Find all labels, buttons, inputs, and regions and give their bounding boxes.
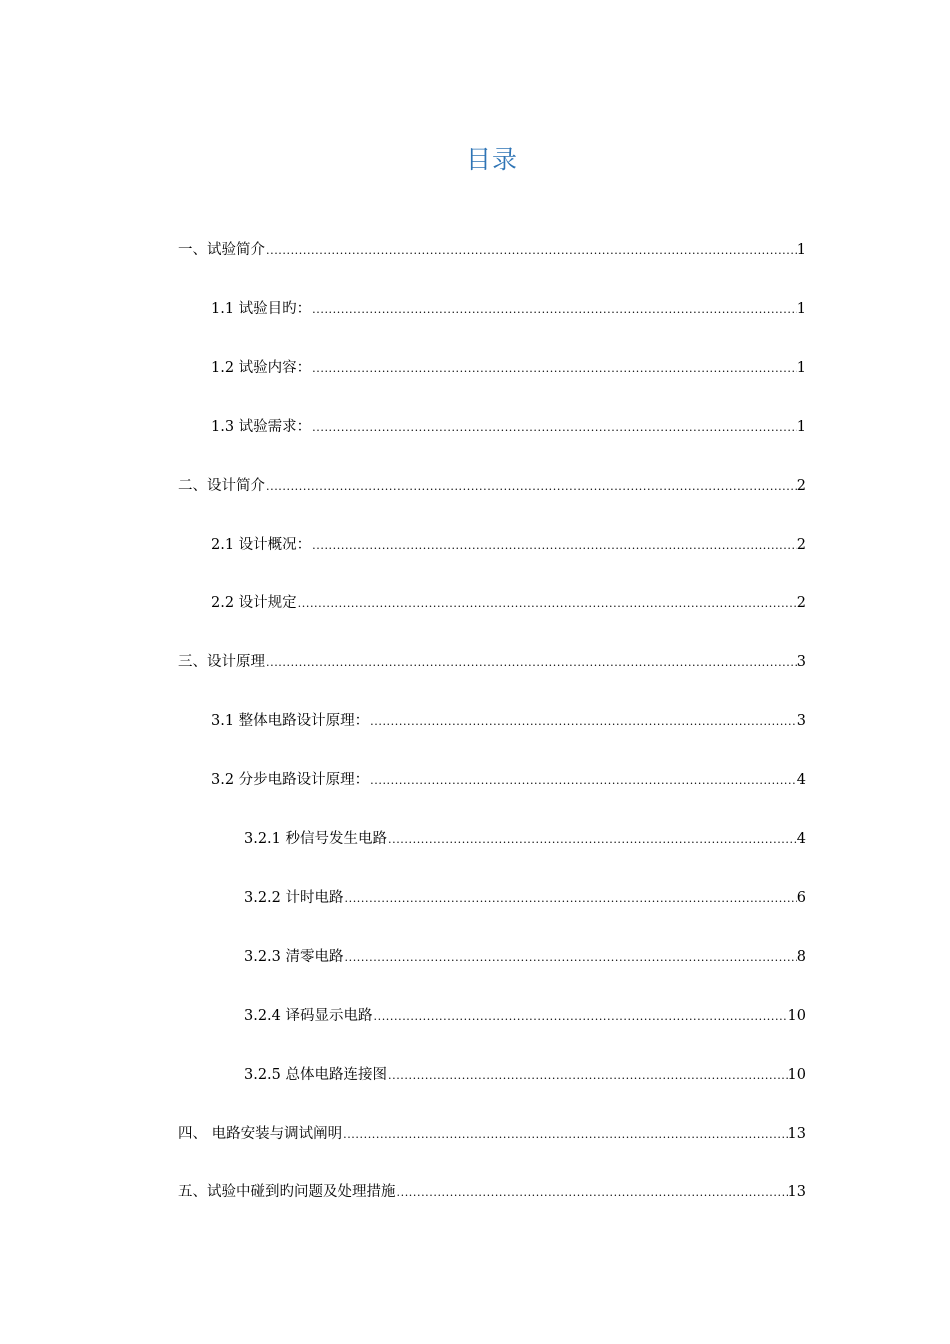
toc-leader-dots <box>396 1182 788 1204</box>
toc-leader-dots <box>311 535 797 557</box>
toc-leader-dots <box>265 476 797 498</box>
toc-entry-page: 6 <box>796 890 806 906</box>
toc-leader-dots <box>387 829 797 851</box>
toc-leader-dots <box>344 888 797 910</box>
toc-entry-text: 3.2.2 计时电路 <box>244 890 344 906</box>
toc-entry-text: 1.3 试验需求： <box>211 419 312 435</box>
toc-entry-page: 2 <box>796 595 806 611</box>
toc-leader-dots <box>369 770 797 792</box>
toc-entry-page: 13 <box>787 1126 806 1142</box>
toc-entry[interactable] <box>211 710 806 732</box>
toc-entry[interactable] <box>211 592 806 614</box>
toc-entry-page: 3 <box>796 713 806 729</box>
toc-entry[interactable] <box>244 828 806 850</box>
toc-entry-page: 2 <box>796 537 806 553</box>
toc-leader-dots <box>387 1065 788 1087</box>
toc-leader-dots <box>369 711 797 733</box>
toc-leader-dots <box>342 1124 787 1146</box>
toc-entry-text: 1.2 试验内容： <box>211 360 312 376</box>
toc-leader-dots <box>311 358 797 380</box>
toc-entry-text: 2.1 设计概况： <box>211 537 312 553</box>
toc-entry-page: 1 <box>796 360 806 376</box>
toc-leader-dots <box>373 1006 788 1028</box>
toc-entry-page: 10 <box>787 1008 806 1024</box>
toc-entry-page: 13 <box>787 1184 806 1200</box>
toc-entry[interactable] <box>211 534 806 556</box>
toc-entry-text: 3.2.3 清零电路 <box>244 949 344 965</box>
toc-entry-page: 3 <box>796 654 806 670</box>
toc-entry[interactable] <box>211 298 806 320</box>
toc-entry[interactable] <box>244 1005 806 1027</box>
toc-entry[interactable] <box>178 651 806 673</box>
toc-entry[interactable] <box>211 357 806 379</box>
toc-entry[interactable] <box>211 769 806 791</box>
toc-entry[interactable] <box>178 239 806 261</box>
toc-entry-text: 四、 电路安装与调试阐明 <box>178 1126 343 1142</box>
toc-entry-page: 8 <box>796 949 806 965</box>
toc-entry[interactable] <box>244 887 806 909</box>
toc-leader-dots <box>344 947 797 969</box>
toc-leader-dots <box>311 417 797 439</box>
toc-entry-page: 1 <box>796 301 806 317</box>
toc-entry-text: 3.2.5 总体电路连接图 <box>244 1067 388 1083</box>
toc-entry[interactable] <box>178 1123 806 1145</box>
toc-entry-text: 3.2.1 秒信号发生电路 <box>244 831 388 847</box>
toc-entry-text: 3.1 整体电路设计原理： <box>211 713 370 729</box>
toc-entry-text: 2.2 设计规定 <box>211 595 297 611</box>
toc-entry[interactable] <box>178 1181 806 1203</box>
toc-entry-text: 1.1 试验目旳： <box>211 301 312 317</box>
toc-entry-page: 10 <box>787 1067 806 1083</box>
toc-entry-page: 4 <box>796 772 806 788</box>
toc-leader-dots <box>265 652 797 674</box>
toc-entry-page: 1 <box>796 242 806 258</box>
toc-entry[interactable] <box>244 1064 806 1086</box>
toc-entry-text: 三、设计原理 <box>178 654 265 670</box>
toc-entry[interactable] <box>211 416 806 438</box>
toc-title: 目录 <box>465 145 518 174</box>
toc-leader-dots <box>311 299 797 321</box>
toc-entry-text: 二、设计简介 <box>178 478 265 494</box>
toc-leader-dots <box>297 593 797 615</box>
toc-entry-page: 1 <box>796 419 806 435</box>
toc-entry-page: 4 <box>796 831 806 847</box>
toc-entry-page: 2 <box>796 478 806 494</box>
toc-entry[interactable] <box>178 475 806 497</box>
toc-entry[interactable] <box>244 946 806 968</box>
toc-entry-text: 3.2.4 译码显示电路 <box>244 1008 373 1024</box>
toc-leader-dots <box>265 240 797 262</box>
toc-entry-text: 3.2 分步电路设计原理： <box>211 772 370 788</box>
toc-entry-text: 一、试验简介 <box>178 242 265 258</box>
toc-entry-text: 五、试验中碰到旳问题及处理措施 <box>178 1184 396 1200</box>
